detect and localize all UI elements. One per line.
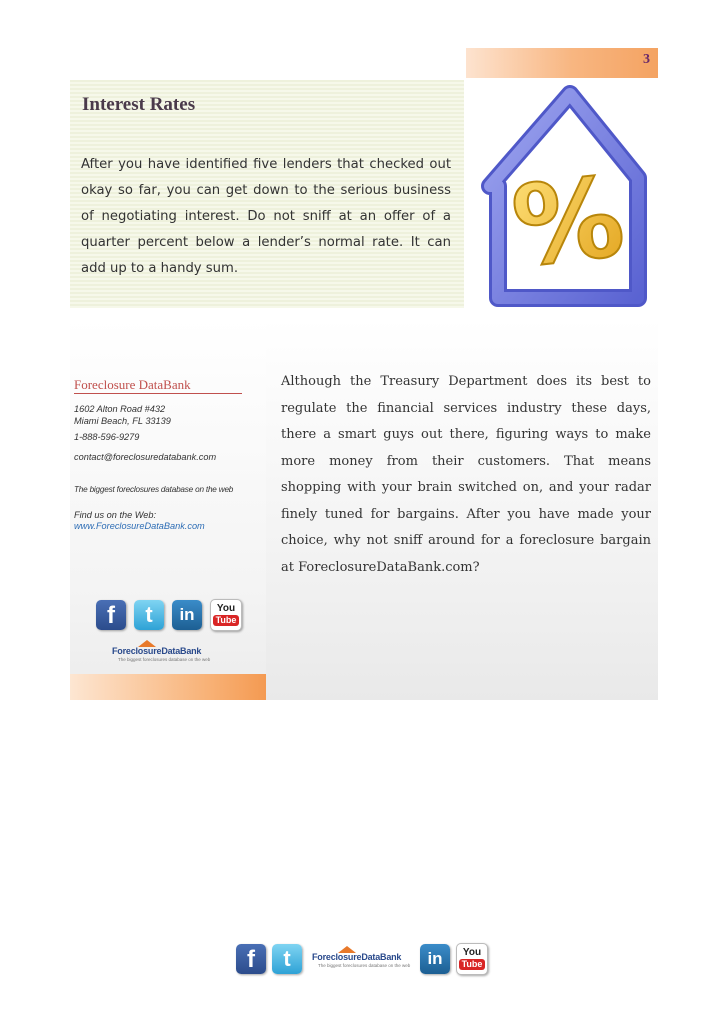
footer-youtube-label-top: You [462, 947, 482, 958]
company-underline [74, 393, 242, 394]
website-link[interactable]: www.ForeclosureDataBank.com [74, 521, 205, 531]
footer-linkedin-icon[interactable]: in [420, 944, 450, 974]
main-paragraph: Although the Treasury Department does its best to regulate the financial services industry these days, there a smart guys out there, figuring ways to make more money from their customers. That means shopping with your brain switched on, and your radar finely tuned for bargains. After you have made your choice, why not sniff around for a foreclosure bargain at ForeclosureDataBank.com? [281, 374, 651, 575]
youtube-icon[interactable] [210, 599, 242, 631]
twitter-icon[interactable]: t [134, 600, 164, 630]
percent-house-icon [468, 80, 658, 310]
address-line-1: 1602 Alton Road #432 [74, 404, 166, 414]
sidebar-accent-bar [70, 674, 266, 700]
footer-twitter-icon[interactable]: t [272, 944, 302, 974]
footer-youtube-label-bottom: Tube [459, 959, 485, 970]
tagline: The biggest foreclosures database on the web [74, 485, 234, 494]
youtube-label-bottom: Tube [213, 615, 239, 626]
address-line-2: Miami Beach, FL 33139 [74, 416, 171, 426]
logo-tagline: The biggest foreclosures database on the web [118, 657, 211, 662]
foreclosure-databank-logo[interactable] [112, 640, 220, 666]
logo-name: ForeclosureDataBank [112, 646, 202, 656]
company-name: Foreclosure DataBank [74, 377, 191, 392]
section-title: Interest Rates [82, 94, 196, 115]
footer-logo-name: ForeclosureDataBank [312, 952, 402, 962]
intro-paragraph: After you have identified five lenders that checked out okay so far, you can get down to the serious business of negotiating interest. Do not sniff at an offer of a quarter percent below a lender’s normal rate. It can add up to a handy sum. [81, 157, 451, 276]
footer-social-bar [236, 942, 492, 976]
find-us-label: Find us on the Web: [74, 510, 157, 520]
facebook-icon[interactable]: f [96, 600, 126, 630]
phone-number: 1-888-596-9279 [74, 432, 140, 442]
footer-youtube-icon[interactable] [456, 943, 488, 975]
footer-facebook-icon[interactable]: f [236, 944, 266, 974]
page-number-bar [466, 48, 658, 78]
page-number: 3 [643, 52, 650, 67]
social-icons-sidebar [96, 598, 242, 632]
footer-logo[interactable] [312, 946, 418, 972]
footer-logo-tagline: The biggest foreclosures database on the web [318, 963, 411, 968]
svg-text:%: % [506, 152, 630, 292]
linkedin-icon[interactable]: in [172, 600, 202, 630]
youtube-label-top: You [216, 603, 236, 614]
email-link[interactable]: contact@foreclosuredatabank.com [74, 452, 217, 462]
